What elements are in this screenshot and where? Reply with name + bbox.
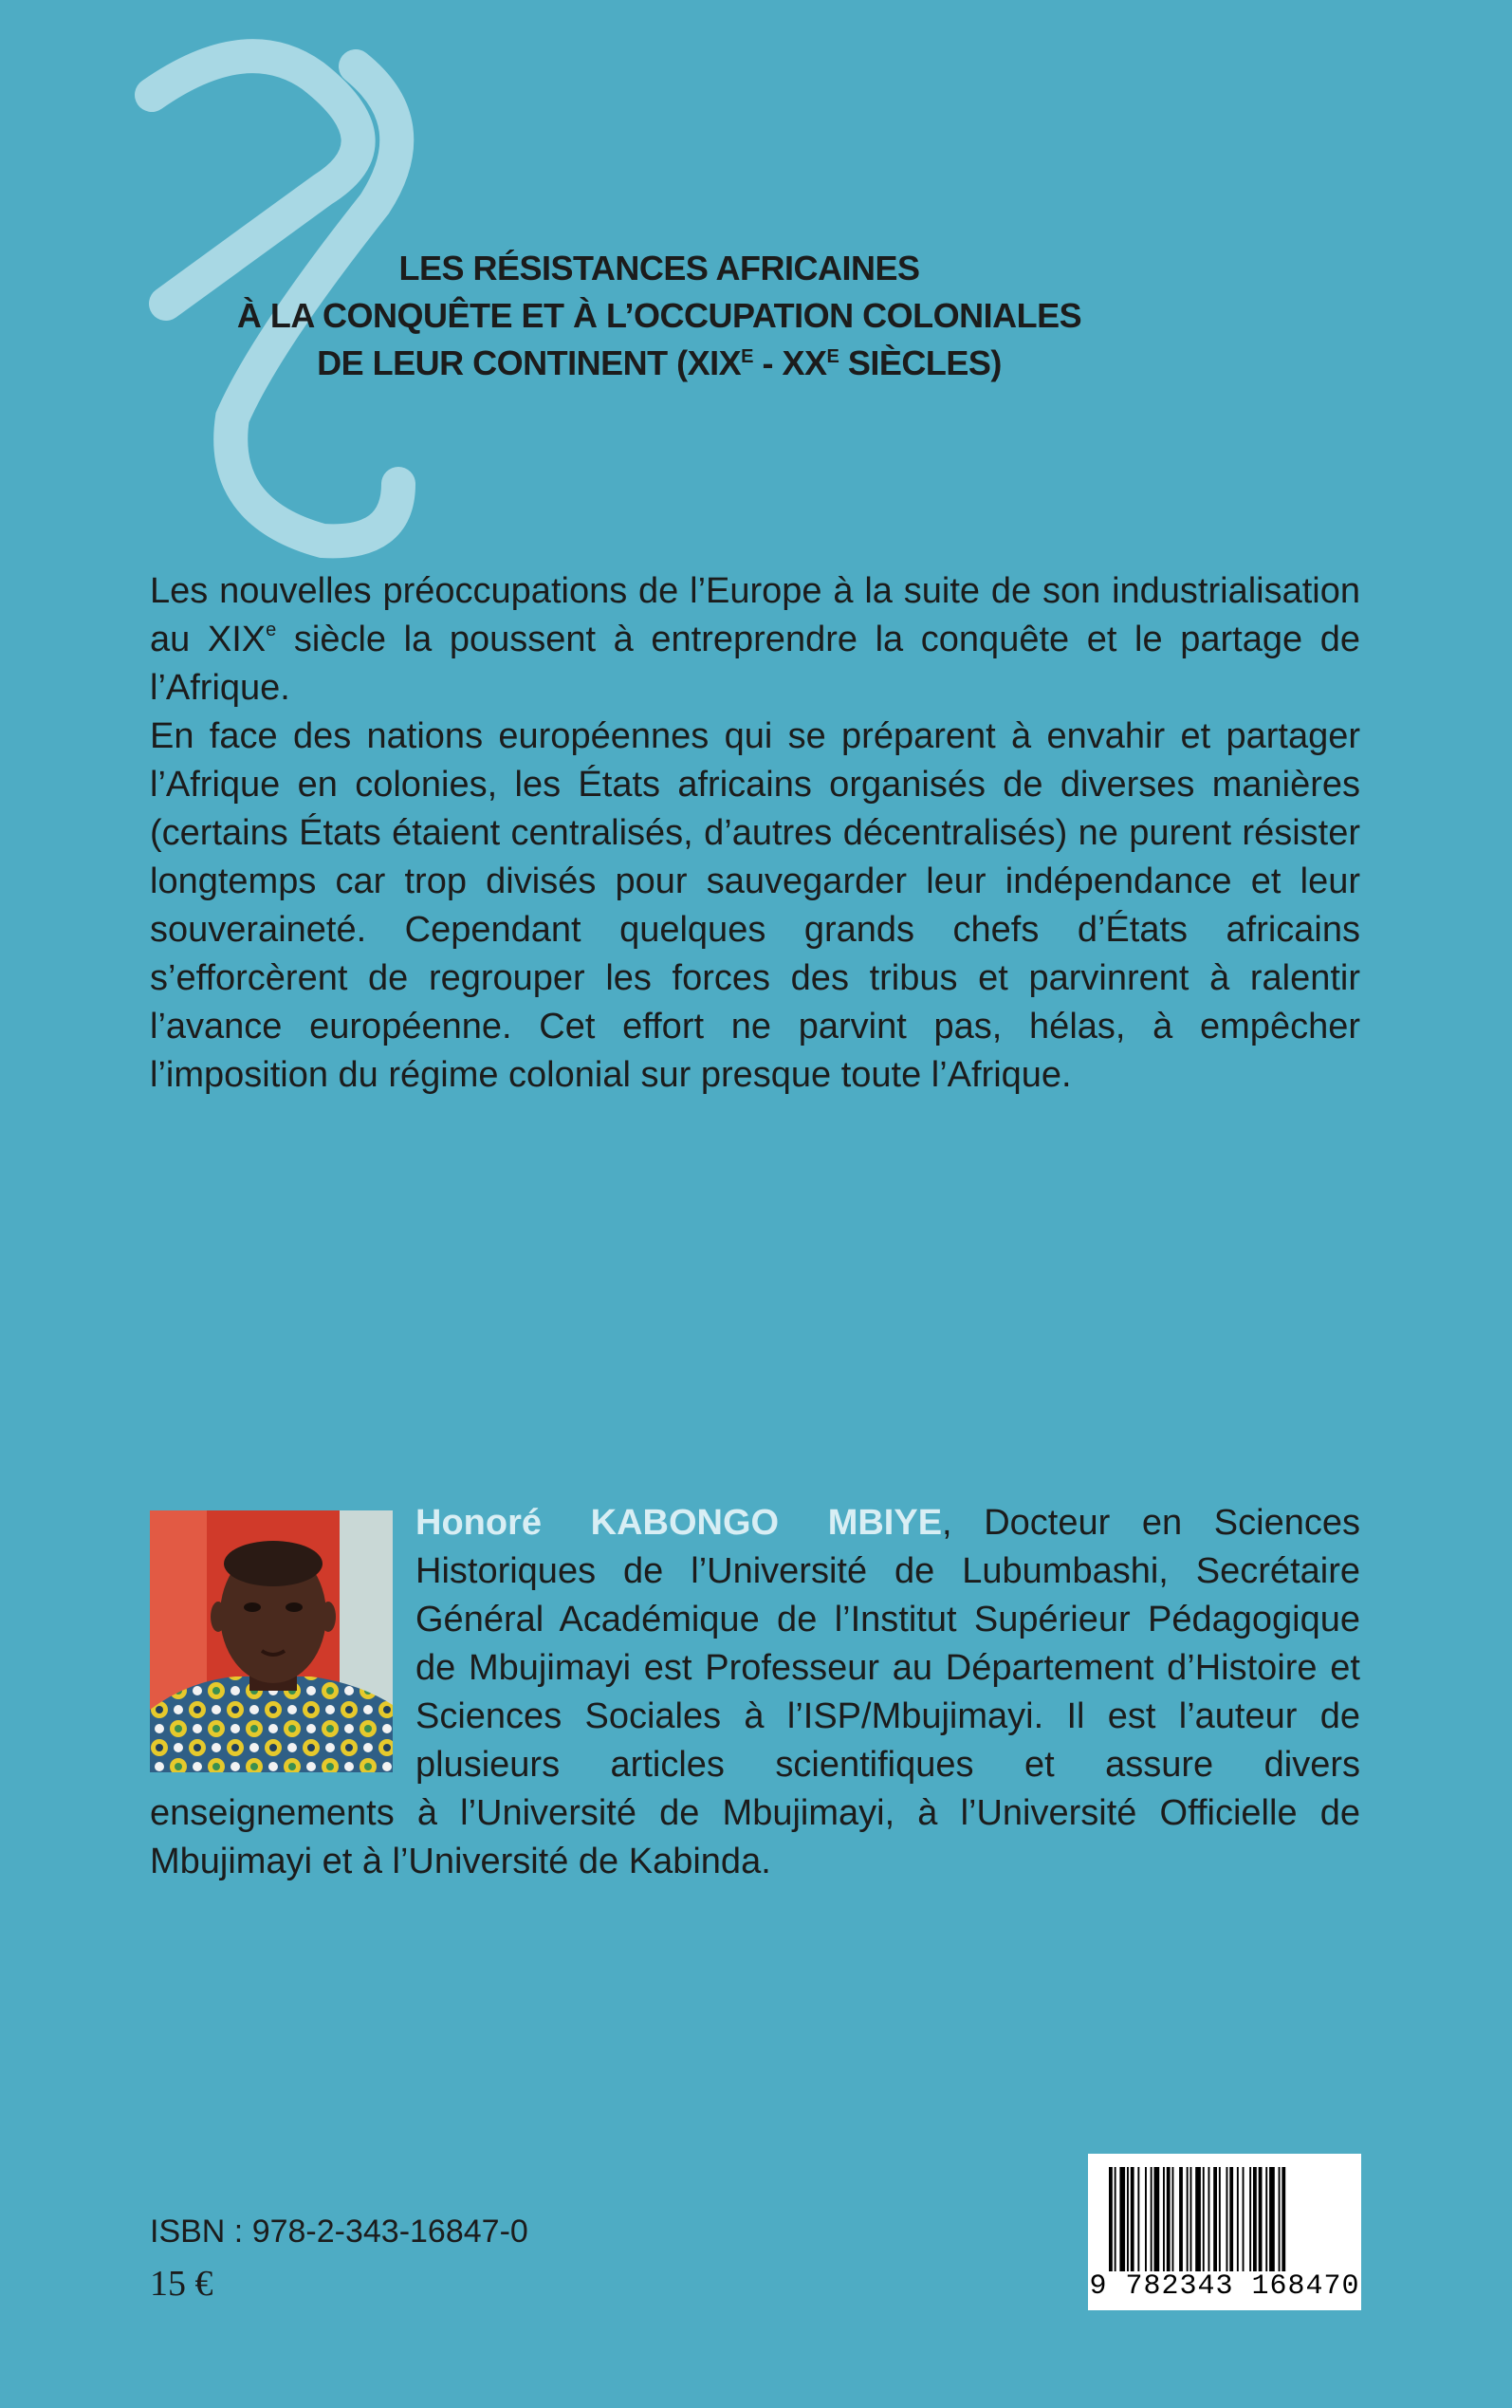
- book-title: [0, 245, 1318, 387]
- barcode-bar: [1190, 2167, 1192, 2271]
- barcode-bar: [1208, 2167, 1210, 2271]
- isbn: ISBN : 978-2-343-16847-0: [150, 2214, 528, 2250]
- barcode-bar: [1237, 2167, 1239, 2271]
- author-bio-text: , Docteur en Sciences Historiques de l’Université de Lubumbashi, Secrétaire Général Académique de l’Institut Supérieur Pédagogique de Mbujimayi est Professeur au Département d’Histoire et Sciences Sociales à l’ISP/Mbujimayi. Il est l’auteur de plusieurs articles scientifiques et assure divers enseignements à l’Université de Mbujimayi, à l’Université Officielle de Mbujimayi et à l’Université de Kabinda.: [150, 1503, 1360, 1881]
- title-line-2: À LA CONQUÊTE ET À L’OCCUPATION COLONIALES: [236, 296, 1082, 335]
- barcode-bar: [1195, 2167, 1201, 2271]
- barcode-bar: [1259, 2167, 1263, 2271]
- summary-paragraph-2: En face des nations européennes qui se préparent à envahir et partager l’Afrique en colonies, les États africains organisés de diverses manières (certains États étaient centralisés, d’autres décentralisés) ne purent résister longtemps car trop divisés pour sauvegarder leur indépendance et leur souveraineté. Cependant quelques grands chefs d’États africains s’efforcèrent de regrouper les forces des tribus et parvinrent à ralentir l’avance européenne. Cet effort ne parvint pas, hélas, à empêcher l’imposition du régime colonial sur presque toute l’Afrique.: [150, 716, 1360, 1095]
- barcode-bar: [1269, 2167, 1275, 2271]
- barcode-bar: [1145, 2167, 1147, 2271]
- barcode-bar: [1127, 2167, 1129, 2271]
- barcode-bar: [1279, 2167, 1281, 2271]
- barcode-bar: [1131, 2167, 1134, 2271]
- barcode: [1088, 2154, 1361, 2310]
- barcode-bar: [1226, 2167, 1228, 2271]
- barcode-bar: [1115, 2167, 1116, 2271]
- barcode-bars-icon: [1109, 2167, 1340, 2271]
- barcode-bar: [1137, 2167, 1139, 2271]
- barcode-bar: [1154, 2167, 1160, 2271]
- barcode-bar: [1179, 2167, 1183, 2271]
- barcode-bar: [1203, 2167, 1205, 2271]
- barcode-bar: [1213, 2167, 1217, 2271]
- author-photo: [150, 1510, 393, 1772]
- barcode-bar: [1219, 2167, 1221, 2271]
- barcode-bar: [1119, 2167, 1125, 2271]
- barcode-bar: [1229, 2167, 1233, 2271]
- barcode-bar: [1187, 2167, 1189, 2271]
- barcode-bar: [1249, 2167, 1251, 2271]
- barcode-bar: [1172, 2167, 1174, 2271]
- barcode-bar: [1109, 2167, 1113, 2271]
- barcode-bar: [1163, 2167, 1165, 2271]
- title-line-1: LES RÉSISTANCES AFRICAINES: [398, 249, 920, 287]
- barcode-bar: [1151, 2167, 1152, 2271]
- barcode-bar: [1243, 2167, 1245, 2271]
- barcode-bar: [1265, 2167, 1267, 2271]
- author-name: Honoré KABONGO MBIYE: [415, 1503, 943, 1543]
- price: 15 €: [150, 2264, 213, 2304]
- summary-paragraph-1: Les nouvelles préoccupations de l’Europe à la suite de son industrialisation au XIXe siècle la poussent à entreprendre la conquête et le partage de l’Afrique.: [150, 571, 1361, 708]
- barcode-number: 9 782343 168470: [1089, 2270, 1360, 2303]
- barcode-bar: [1282, 2167, 1285, 2271]
- barcode-bar: [1167, 2167, 1171, 2271]
- barcode-bar: [1253, 2167, 1257, 2271]
- title-line-3: DE LEUR CONTINENT ($XIX^E - XX^E$ SIÈCLES): [317, 343, 1002, 382]
